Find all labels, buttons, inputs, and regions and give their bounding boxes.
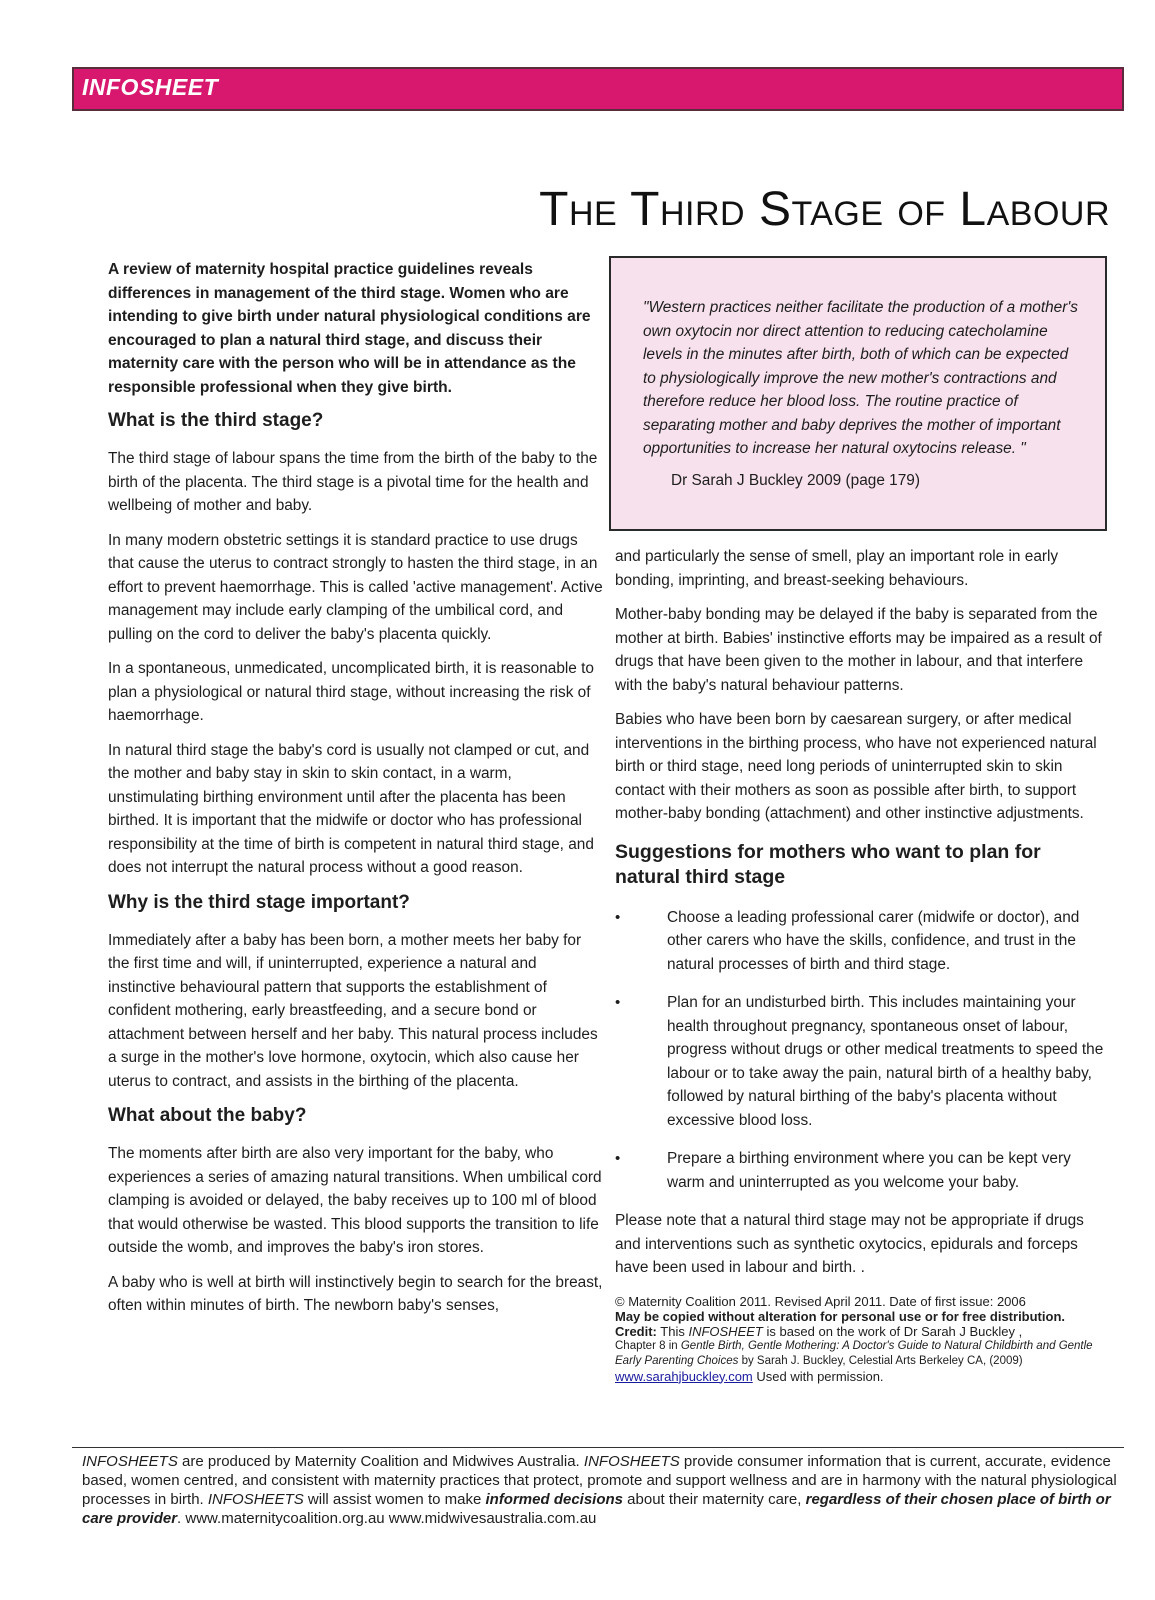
footer-divider [72, 1447, 1124, 1448]
credit-text: This [656, 1323, 689, 1339]
heading-what-about-baby: What about the baby? [108, 1105, 307, 1126]
paragraph: In many modern obstetric settings it is standard practice to use drugs that cause the uterus to contract strongly to hasten the third stage, in an effort to prevent haemorrhage. This is called 'active management'. Active management may include early clamping of the umbilical cord, and pulling on the cord to deliver the baby's placenta quickly. [108, 531, 603, 643]
banner-label: INFOSHEET [82, 74, 219, 100]
note-paragraph: Please note that a natural third stage may not be appropriate if drugs and interventions such as synthetic oxytocics, epidurals and forceps have been used in labour and birth. . [615, 1212, 1084, 1276]
chapter-text: Chapter 8 in [615, 1339, 681, 1352]
right-column [615, 545, 1110, 1386]
list-item [615, 906, 1110, 977]
paragraph: The third stage of labour spans the time from the birth of the baby to the birth of the placenta. The third stage is a pivotal time for the health and wellbeing of mother and baby. [108, 450, 598, 514]
credit-label: Credit: [615, 1323, 657, 1339]
buckley-website-link[interactable]: www.sarahjbuckley.com [615, 1368, 753, 1384]
paragraph: In natural third stage the baby's cord is usually not clamped or cut, and the mother and baby stay in skin to skin contact, in a warm, unstimulating birthing environment until after the placenta has been birthed. It is important that the midwife or doctor who has professional responsibility at the time of birth is competent in natural third stage, and does not interrupt the natural process without a good reason. [108, 741, 594, 876]
heading-what-is-third-stage: What is the third stage? [108, 410, 324, 431]
footer-emphasis: informed decisions [485, 1491, 624, 1508]
heading-suggestions: Suggestions for mothers who want to plan for natural third stage [615, 840, 1041, 888]
footer-emphasis: regardless of their chosen place of birth or care provider [82, 1491, 1111, 1527]
credit-line [615, 1324, 1110, 1339]
bullet-icon: • [615, 908, 621, 926]
paragraph: and particularly the sense of smell, play an important role in early bonding, imprinting, and breast-seeking behaviours. [615, 548, 1059, 589]
page-title: The Third Stage of Labour [539, 183, 1110, 236]
paragraph: Immediately after a baby has been born, a mother meets her baby for the first time and will, if uninterrupted, experience a natural and instinctive behavioural pattern that supports the establishment of confident mothering, early breastfeeding, and a secure bond or attachment between herself and her baby. This natural process includes a surge in the mother's love hormone, oxytocin, which also cause her uterus to contract, and assists in the birthing of the placenta. [108, 931, 598, 1090]
paragraph: In a spontaneous, unmedicated, uncomplicated birth, it is reasonable to plan a physiological or natural third stage, without increasing the risk of haemorrhage. [108, 660, 594, 724]
footer-text: INFOSHEETS [82, 1453, 178, 1470]
book-reference [615, 1339, 1110, 1386]
footer [82, 1452, 1122, 1528]
footer-text: INFOSHEETS [207, 1491, 304, 1508]
publisher-text: by Sarah J. Buckley, Celestial Arts Berkeley CA, (2009) [738, 1354, 1023, 1367]
footer-text: about their maternity care, [623, 1491, 806, 1508]
footer-links: . www.maternitycoalition.org.au www.midwivesaustralia.com.au [177, 1510, 597, 1527]
paragraph: Babies who have been born by caesarean surgery, or after medical interventions in the birthing process, who have not experienced natural birth or third stage, need long periods of uninterrupted skin to skin contact with their mothers as soon as possible after birth, to support mother-baby bonding (attachment) and other instinctive adjustments. [615, 711, 1097, 822]
list-item [615, 991, 1110, 1132]
copy-permission-line: May be copied without alteration for personal use or for free distribution. [615, 1308, 1065, 1324]
credit-text: is based on the work of Dr Sarah J Buckley , [762, 1323, 1023, 1339]
heading-why-important: Why is the third stage important? [108, 891, 410, 913]
list-item-text: Plan for an undisturbed birth. This includes maintaining your health throughout pregnancy, spontaneous onset of labour, progress without drugs or other medical treatments to speed the labour or to take away the pain, natural birth of a healthy baby, followed by natural birthing of the baby's placenta without excessive blood loss. [667, 994, 1104, 1129]
paragraph: A baby who is well at birth will instinctively begin to search for the breast, often within minutes of birth. The newborn baby's senses, [108, 1273, 603, 1314]
quote-box [609, 256, 1107, 531]
footer-text: are produced by Maternity Coalition and Midwives Australia. [177, 1453, 584, 1470]
infosheet-banner [72, 67, 1124, 111]
paragraph: Mother-baby bonding may be delayed if the baby is separated from the mother at birth. Babies' instinctive efforts may be impaired as a result of drugs that have been given to the mother in labour, and that interfere with the baby's natural behaviour patterns. [615, 606, 1102, 694]
list-item [615, 1147, 1110, 1194]
footer-text: will assist women to make [303, 1491, 486, 1508]
book-title: Gentle Birth, Gentle Mothering: A Doctor's Guide to Natural Childbirth and Gentle Early Parenting Choices [615, 1339, 1093, 1367]
copyright-line: © Maternity Coalition 2011. Revised April 2011. Date of first issue: 2006 [615, 1293, 1026, 1309]
intro-paragraph: A review of maternity hospital practice guidelines reveals differences in management of the third stage. Women who are intending to give birth under natural physiological conditions are encouraged to plan a natural third stage, and discuss their maternity care with the person who will be in attendance as the responsible professional when they give birth. [108, 261, 591, 396]
bullet-icon: • [615, 994, 621, 1011]
suggestions-list [615, 906, 1110, 1195]
bullet-icon: • [615, 1150, 621, 1167]
quote-author: Dr Sarah J Buckley 2009 (page 179) [671, 471, 920, 489]
left-column [108, 258, 603, 1329]
paragraph: The moments after birth are also very important for the baby, who experiences a series of amazing natural transitions. When umbilical cord clamping is avoided or delayed, the baby receives up to 100 ml of blood that would otherwise be wasted. This blood supports the transition to life outside the womb, and improves the baby's iron stores. [108, 1145, 602, 1256]
quote-text: "Western practices neither facilitate the production of a mother's own oxytocin nor direct attention to reducing catecholamine levels in the minutes after birth, both of which can be expected to physiologically improve the new mother's contractions and therefore reduce her blood loss. The routine practice of separating mother and baby deprives the mother of important opportunities to increase her natural oxytocins release. " [643, 299, 1078, 457]
list-item-text: Choose a leading professional carer (midwife or doctor), and other carers who have the skills, confidence, and trust in the natural processes of birth and third stage. [667, 908, 1080, 973]
footer-text: INFOSHEETS [583, 1453, 680, 1470]
footer-text: provide consumer information that is current, accurate, evidence based, women centred, and consistent with maternity practices that protect, promote and support wellness and are in harmony with the natural physiological processes in birth. [82, 1453, 1117, 1508]
list-item-text: Prepare a birthing environment where you can be kept very warm and uninterrupted as you welcome your baby. [667, 1150, 1071, 1191]
copyright-block [615, 1294, 1110, 1386]
permission-text: Used with permission. [752, 1368, 884, 1384]
credit-infosheet: INFOSHEET [688, 1323, 763, 1339]
